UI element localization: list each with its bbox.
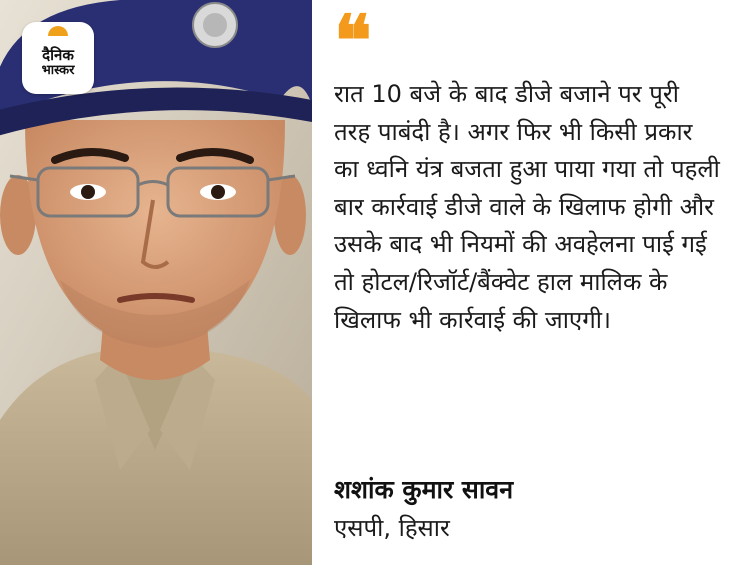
quote-mark-icon: ❝	[334, 0, 372, 82]
dainik-bhaskar-logo	[22, 22, 94, 94]
officer-photo	[0, 0, 312, 565]
quote-area	[334, 0, 724, 565]
author-name: शशांक कुमार सावन	[334, 475, 514, 504]
author-designation: एसपी, हिसार	[334, 514, 450, 542]
sun-icon	[48, 26, 68, 36]
quote-text: रात 10 बजे के बाद डीजे बजाने पर पूरी तरह पाबंदी है। अगर फिर भी किसी प्रकार का ध्वनि यंत्र बजता हुआ पाया गया तो पहली बार कार्रवाई डीजे वाले के खिलाफ होगी और उसके बाद भी नियमों की अवहेलना पाई गई तो होटल/रिजॉर्ट/बैंक्वेट हाल मालिक के खिलाफ भी कार्रवाई की जाएगी।	[334, 80, 720, 334]
logo-text-line1: दैनिक	[42, 46, 74, 65]
logo-text-line2: भास्कर	[41, 63, 75, 79]
